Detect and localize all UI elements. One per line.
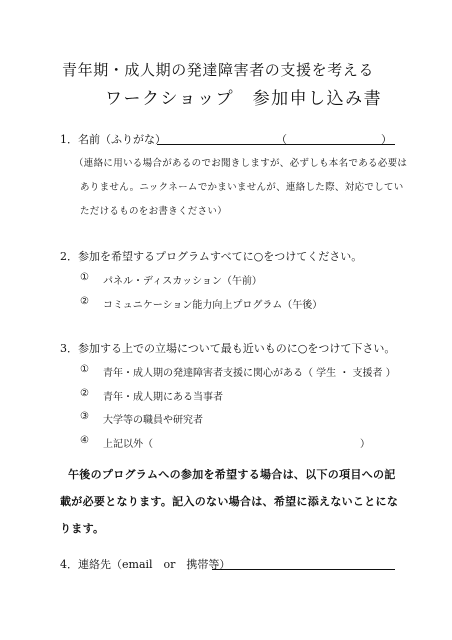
position-option-num: ④: [80, 435, 89, 446]
form-title-line2: ワークショップ 参加申し込み書: [105, 89, 383, 109]
name-note-line1: （連絡に用いる場合があるのでお聞きしますが、必ずしも本名である必要は: [74, 158, 408, 169]
notice-line3: ります。: [60, 522, 105, 535]
position-question: 3．参加する上での立場について最も近いものに○をつけて下さい。: [60, 342, 396, 355]
name-note-line3: ただけるものをお書きください）: [80, 206, 228, 217]
position-option-num: ②: [80, 388, 89, 399]
program-option-panel[interactable]: パネル・ディスカッション（午前）: [103, 276, 262, 287]
name-note-line2: ありません。ニックネームでかまいませんが、連絡した際、対応でしてい: [80, 182, 404, 193]
program-question: 2．参加を希望するプログラムすべてに○をつけてください。: [60, 250, 363, 263]
position-option-self[interactable]: 青年・成人期にある当事者: [103, 392, 223, 403]
position-option-num: ①: [80, 364, 89, 375]
position-other-paren-close: ）: [360, 439, 370, 450]
contact-field-label: 4．連絡先（email or 携帯等）: [60, 558, 231, 571]
program-option-communication[interactable]: コミュニケーション能力向上プログラム（午後）: [103, 300, 323, 311]
position-option-staff[interactable]: 大学等の職員や研究者: [103, 415, 203, 426]
position-option-interested[interactable]: 青年・成人期の発達障害者支援に関心がある（ 学生 ・ 支援者 ）: [103, 368, 396, 379]
form-title-line1: 青年期・成人期の発達障害者の支援を考える: [62, 61, 375, 79]
contact-field-line[interactable]: [212, 569, 395, 570]
name-field-label: 1．名前（ふりがな）: [60, 133, 166, 146]
furigana-paren-open: （: [276, 133, 287, 146]
notice-line1: 午後のプログラムへの参加を希望する場合は、以下の項目への記: [68, 468, 396, 481]
notice-line2: 載が必要となります。記入のない場合は、希望に添えないことにな: [60, 495, 399, 508]
program-option-num: ①: [80, 272, 89, 283]
position-option-other[interactable]: 上記以外（: [103, 439, 153, 450]
program-option-num: ②: [80, 296, 89, 307]
furigana-paren-close: ）: [381, 133, 392, 146]
position-option-num: ③: [80, 411, 89, 422]
